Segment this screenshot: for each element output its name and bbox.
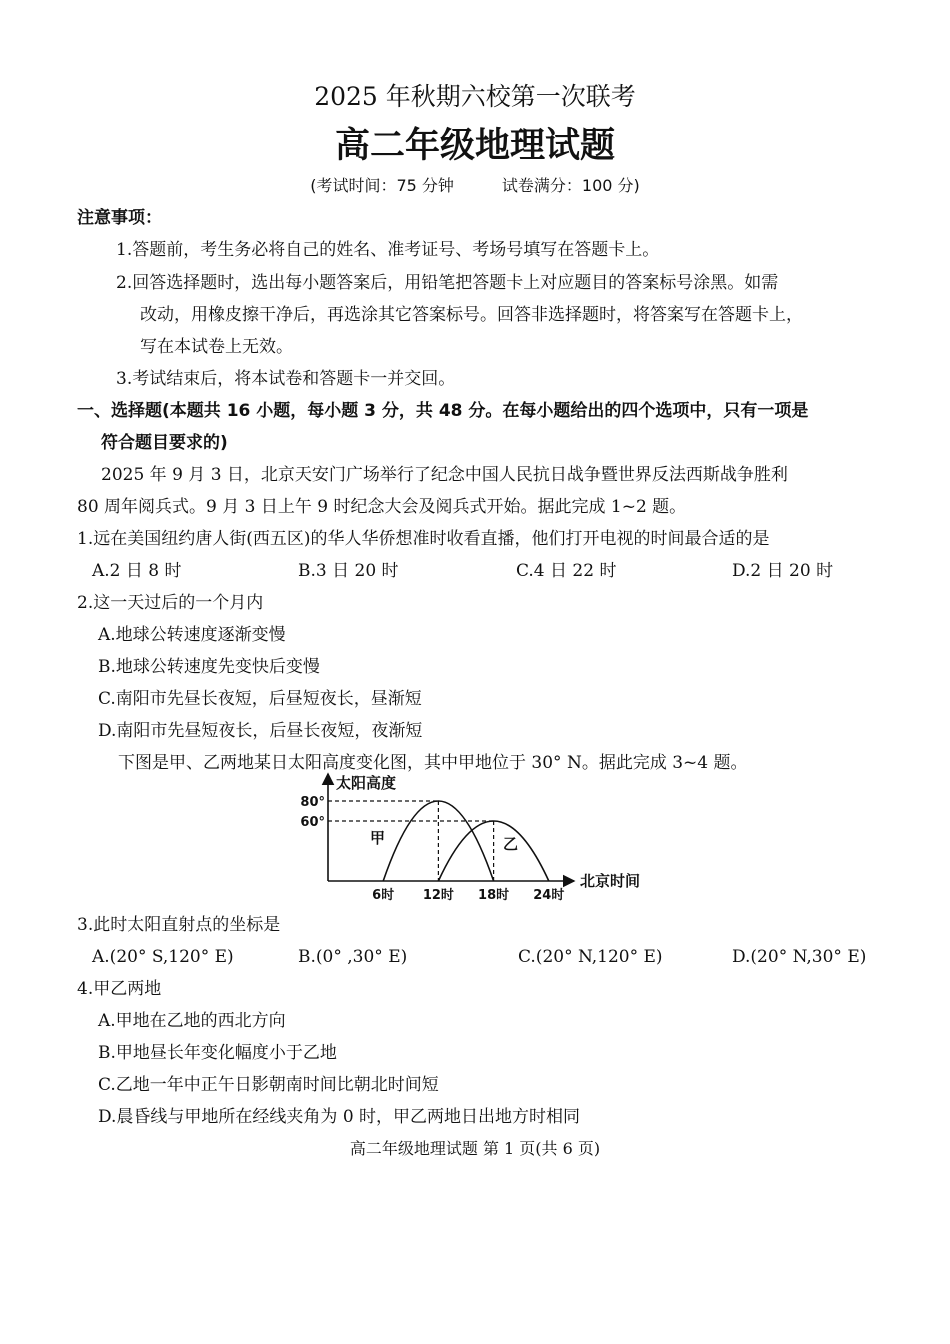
section-heading: 一、选择题(本题共 16 小题，每小题 3 分，共 48 分。在每小题给出的四个选项中，只有一项是 — [77, 401, 809, 421]
y-tick-80: 80° — [300, 795, 325, 810]
exam-name: 2025 年秋期六校第一次联考 — [314, 82, 636, 111]
question-4-stem: 4.甲乙两地 — [77, 979, 162, 999]
question-2-stem: 2.这一天过后的一个月内 — [77, 593, 264, 613]
question-2-option-d: D.南阳市先昼短夜长，后昼长夜短，夜渐短 — [98, 721, 423, 741]
paper-title: 高二年级地理试题 — [334, 126, 615, 166]
material-2-line-1: 下图是甲、乙两地某日太阳高度变化图，其中甲地位于 30° N。据此完成 3~4 题。 — [118, 753, 748, 773]
question-4-option-a: A.甲地在乙地的西北方向 — [98, 1011, 286, 1031]
question-2-option-a: A.地球公转速度逐渐变慢 — [98, 625, 286, 645]
question-4-option-d: D.晨昏线与甲地所在经线夹角为 0 时，甲乙两地日出地方时相同 — [98, 1107, 581, 1127]
notice-item-1: 1.答题前，考生务必将自己的姓名、准考证号、考场号填写在答题卡上。 — [116, 240, 660, 260]
question-3-option-b: B.(0° ,30° E) — [298, 947, 408, 967]
notice-item-2-cont2: 写在本试卷上无效。 — [140, 337, 293, 357]
series-jia-curve — [383, 801, 493, 881]
question-3-option-d: D.(20° N,30° E) — [732, 947, 867, 967]
notice-item-2-cont: 改动，用橡皮擦干净后，再选涂其它答案标号。回答非选择题时，将答案写在答题卡上， — [140, 305, 803, 325]
y-axis-title: 太阳高度 — [336, 774, 397, 792]
series-jia-label: 甲 — [370, 829, 386, 847]
x-tick-18: 18时 — [478, 888, 510, 903]
x-tick-6: 6时 — [372, 888, 395, 903]
question-2-option-c: C.南阳市先昼长夜短，后昼短夜长，昼渐短 — [98, 689, 422, 709]
notice-item-3: 3.考试结束后，将本试卷和答题卡一并交回。 — [116, 369, 456, 389]
question-1-option-c: C.4 日 22 时 — [516, 561, 617, 581]
page-footer: 高二年级地理试题 第 1 页(共 6 页) — [349, 1139, 601, 1158]
question-1-option-a: A.2 日 8 时 — [92, 561, 182, 581]
question-2-option-b: B.地球公转速度先变快后变慢 — [98, 657, 320, 677]
section-heading-cont: 符合题目要求的) — [101, 433, 228, 453]
material-1-line-1: 2025 年 9 月 3 日，北京天安门广场举行了纪念中国人民抗日战争暨世界反法西斯战争胜利 — [101, 465, 788, 485]
question-3-stem: 3.此时太阳直射点的坐标是 — [77, 915, 281, 935]
question-4-option-c: C.乙地一年中正午日影朝南时间比朝北时间短 — [98, 1075, 439, 1095]
material-1-line-2: 80 周年阅兵式。9 月 3 日上午 9 时纪念大会及阅兵式开始。据此完成 1~2 题。 — [77, 497, 687, 517]
y-tick-60: 60° — [300, 815, 325, 830]
notice-heading: 注意事项： — [77, 208, 162, 228]
question-1-option-d: D.2 日 20 时 — [732, 561, 834, 581]
question-1-stem: 1.远在美国纽约唐人街(西五区)的华人华侨想准时收看直播，他们打开电视的时间最合适的是 — [77, 529, 770, 549]
question-1-option-b: B.3 日 20 时 — [298, 561, 399, 581]
solar-altitude-figure — [290, 768, 670, 904]
exam-info: (考试时间：75 分钟 试卷满分：100 分) — [310, 176, 640, 195]
x-tick-12: 12时 — [422, 888, 454, 903]
question-3-option-c: C.(20° N,120° E) — [518, 947, 663, 967]
x-tick-24: 24时 — [533, 888, 565, 903]
notice-item-2: 2.回答选择题时，选出每小题答案后，用铅笔把答题卡上对应题目的答案标号涂黑。如需 — [116, 273, 779, 293]
x-axis-title: 北京时间 — [580, 872, 641, 890]
question-3-option-a: A.(20° S,120° E) — [92, 947, 234, 967]
question-4-option-b: B.甲地昼长年变化幅度小于乙地 — [98, 1043, 337, 1063]
series-yi-label: 乙 — [503, 835, 519, 853]
